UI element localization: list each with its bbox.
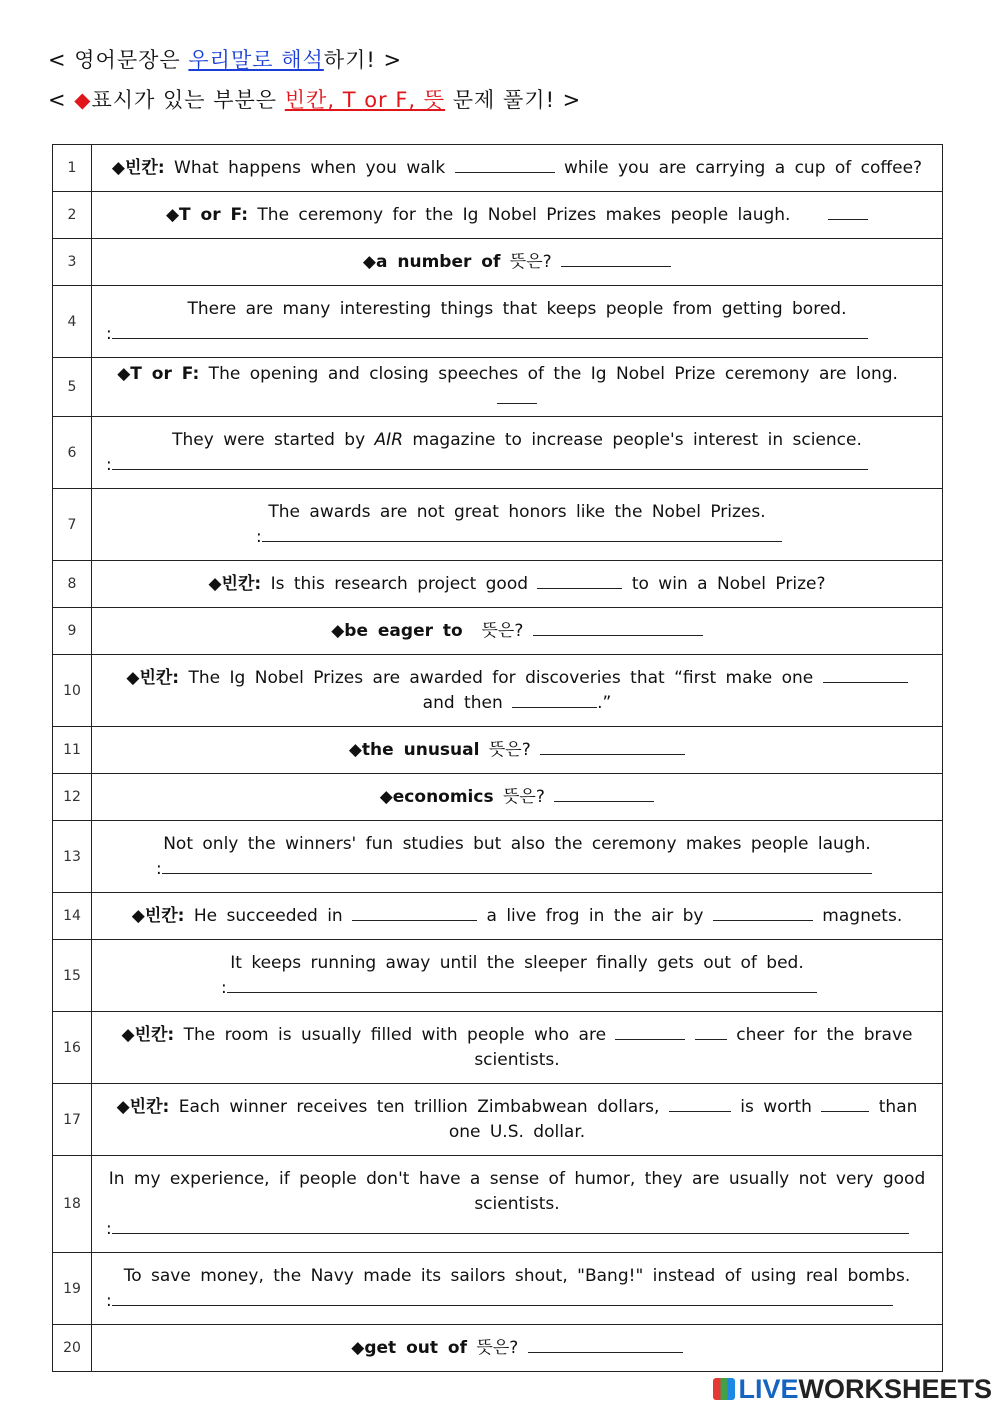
question-text: ◆빈칸: Is this research project good to win a Nobel Prize? <box>92 561 943 608</box>
question-number: 16 <box>53 1012 92 1084</box>
question-text: ◆a number of 뜻은? <box>92 239 943 286</box>
instruction-line-2 <box>48 84 581 114</box>
instruction-1-open: < 영어문장은 <box>48 48 189 72</box>
question-number: 20 <box>53 1325 92 1372</box>
question-text: The awards are not great honors like the Nobel Prizes. : <box>92 489 943 561</box>
question-number: 18 <box>53 1156 92 1253</box>
question-text: ◆빈칸: The Ig Nobel Prizes are awarded for discoveries that “first make one and then .” <box>92 655 943 727</box>
question-row <box>53 1253 943 1325</box>
logo-text-live: LIVE <box>738 1374 799 1404</box>
question-row <box>53 940 943 1012</box>
question-text: ◆빈칸: What happens when you walk while you are carrying a cup of coffee? <box>92 145 943 192</box>
question-row <box>53 821 943 893</box>
question-number: 9 <box>53 608 92 655</box>
question-text: There are many interesting things that keeps people from getting bored. : <box>92 286 943 358</box>
worksheet-table <box>52 144 943 1372</box>
answer-blank[interactable] <box>537 574 622 589</box>
answer-blank[interactable] <box>112 455 868 470</box>
answer-blank[interactable] <box>821 1097 869 1112</box>
answer-blank[interactable] <box>615 1025 685 1040</box>
liveworksheets-logo-icon <box>713 1378 735 1400</box>
question-row <box>53 561 943 608</box>
question-text: ◆빈칸: He succeeded in a live frog in the air by magnets. <box>92 893 943 940</box>
question-number: 4 <box>53 286 92 358</box>
question-number: 6 <box>53 417 92 489</box>
instruction-2-open: < <box>48 88 75 112</box>
question-row <box>53 286 943 358</box>
question-row <box>53 239 943 286</box>
question-row <box>53 608 943 655</box>
instruction-1-close: 하기! > <box>323 48 403 72</box>
question-text: ◆be eager to 뜻은? <box>92 608 943 655</box>
question-text: They were started by AIR magazine to increase people's interest in science. : <box>92 417 943 489</box>
question-row <box>53 145 943 192</box>
instruction-line-1 <box>48 44 402 74</box>
answer-blank[interactable] <box>828 205 868 220</box>
question-row <box>53 489 943 561</box>
question-text: In my experience, if people don't have a sense of humor, they are usually not very good scientists. : <box>92 1156 943 1253</box>
question-row <box>53 893 943 940</box>
answer-blank[interactable] <box>823 668 908 683</box>
question-number: 7 <box>53 489 92 561</box>
instruction-2-text: 표시가 있는 부분은 <box>91 88 285 112</box>
question-number: 17 <box>53 1084 92 1156</box>
answer-blank[interactable] <box>112 1219 909 1234</box>
answer-blank[interactable] <box>112 324 868 339</box>
question-text: ◆빈칸: Each winner receives ten trillion Zimbabwean dollars, is worth than one U.S. dollar. <box>92 1084 943 1156</box>
question-row <box>53 655 943 727</box>
answer-blank[interactable] <box>512 693 597 708</box>
answer-blank[interactable] <box>455 158 555 173</box>
instruction-2-close: 문제 풀기! > <box>445 88 582 112</box>
diamond-icon: ◆ <box>74 88 92 112</box>
question-text: ◆get out of 뜻은? <box>92 1325 943 1372</box>
answer-blank[interactable] <box>497 389 537 404</box>
question-number: 10 <box>53 655 92 727</box>
question-number: 2 <box>53 192 92 239</box>
question-text: It keeps running away until the sleeper finally gets out of bed. : <box>92 940 943 1012</box>
answer-blank[interactable] <box>352 906 477 921</box>
question-number: 5 <box>53 358 92 417</box>
question-row <box>53 358 943 417</box>
question-row <box>53 727 943 774</box>
question-row <box>53 1156 943 1253</box>
question-text: ◆T or F: The opening and closing speeches of the Ig Nobel Prize ceremony are long. <box>92 358 943 417</box>
question-number: 8 <box>53 561 92 608</box>
question-text: Not only the winners' fun studies but also the ceremony makes people laugh. : <box>92 821 943 893</box>
question-number: 3 <box>53 239 92 286</box>
question-row <box>53 774 943 821</box>
question-text: ◆빈칸: The room is usually filled with people who are cheer for the brave scientists. <box>92 1012 943 1084</box>
question-text: ◆the unusual 뜻은? <box>92 727 943 774</box>
answer-blank[interactable] <box>695 1025 727 1040</box>
question-row <box>53 1012 943 1084</box>
answer-blank[interactable] <box>227 978 817 993</box>
question-text: To save money, the Navy made its sailors shout, "Bang!" instead of using real bombs. : <box>92 1253 943 1325</box>
logo-text-worksheets: WORKSHEETS <box>798 1374 992 1404</box>
liveworksheets-logo <box>713 1374 992 1405</box>
question-row <box>53 1325 943 1372</box>
answer-blank[interactable] <box>528 1338 683 1353</box>
answer-blank[interactable] <box>112 1291 893 1306</box>
answer-blank[interactable] <box>540 740 685 755</box>
question-number: 11 <box>53 727 92 774</box>
question-text: ◆T or F: The ceremony for the Ig Nobel Prizes makes people laugh. <box>92 192 943 239</box>
answer-blank[interactable] <box>162 859 872 874</box>
question-number: 13 <box>53 821 92 893</box>
answer-blank[interactable] <box>533 621 703 636</box>
question-text: ◆economics 뜻은? <box>92 774 943 821</box>
question-number: 1 <box>53 145 92 192</box>
question-row <box>53 417 943 489</box>
answer-blank[interactable] <box>561 252 671 267</box>
question-number: 12 <box>53 774 92 821</box>
question-number: 19 <box>53 1253 92 1325</box>
question-row <box>53 192 943 239</box>
answer-blank[interactable] <box>669 1097 731 1112</box>
question-number: 15 <box>53 940 92 1012</box>
question-number: 14 <box>53 893 92 940</box>
instruction-1-highlight: 우리말로 해석 <box>188 48 324 72</box>
instruction-2-highlight: 빈칸, T or F, 뜻 <box>284 88 446 112</box>
question-row <box>53 1084 943 1156</box>
answer-blank[interactable] <box>713 906 813 921</box>
answer-blank[interactable] <box>554 787 654 802</box>
answer-blank[interactable] <box>262 527 782 542</box>
